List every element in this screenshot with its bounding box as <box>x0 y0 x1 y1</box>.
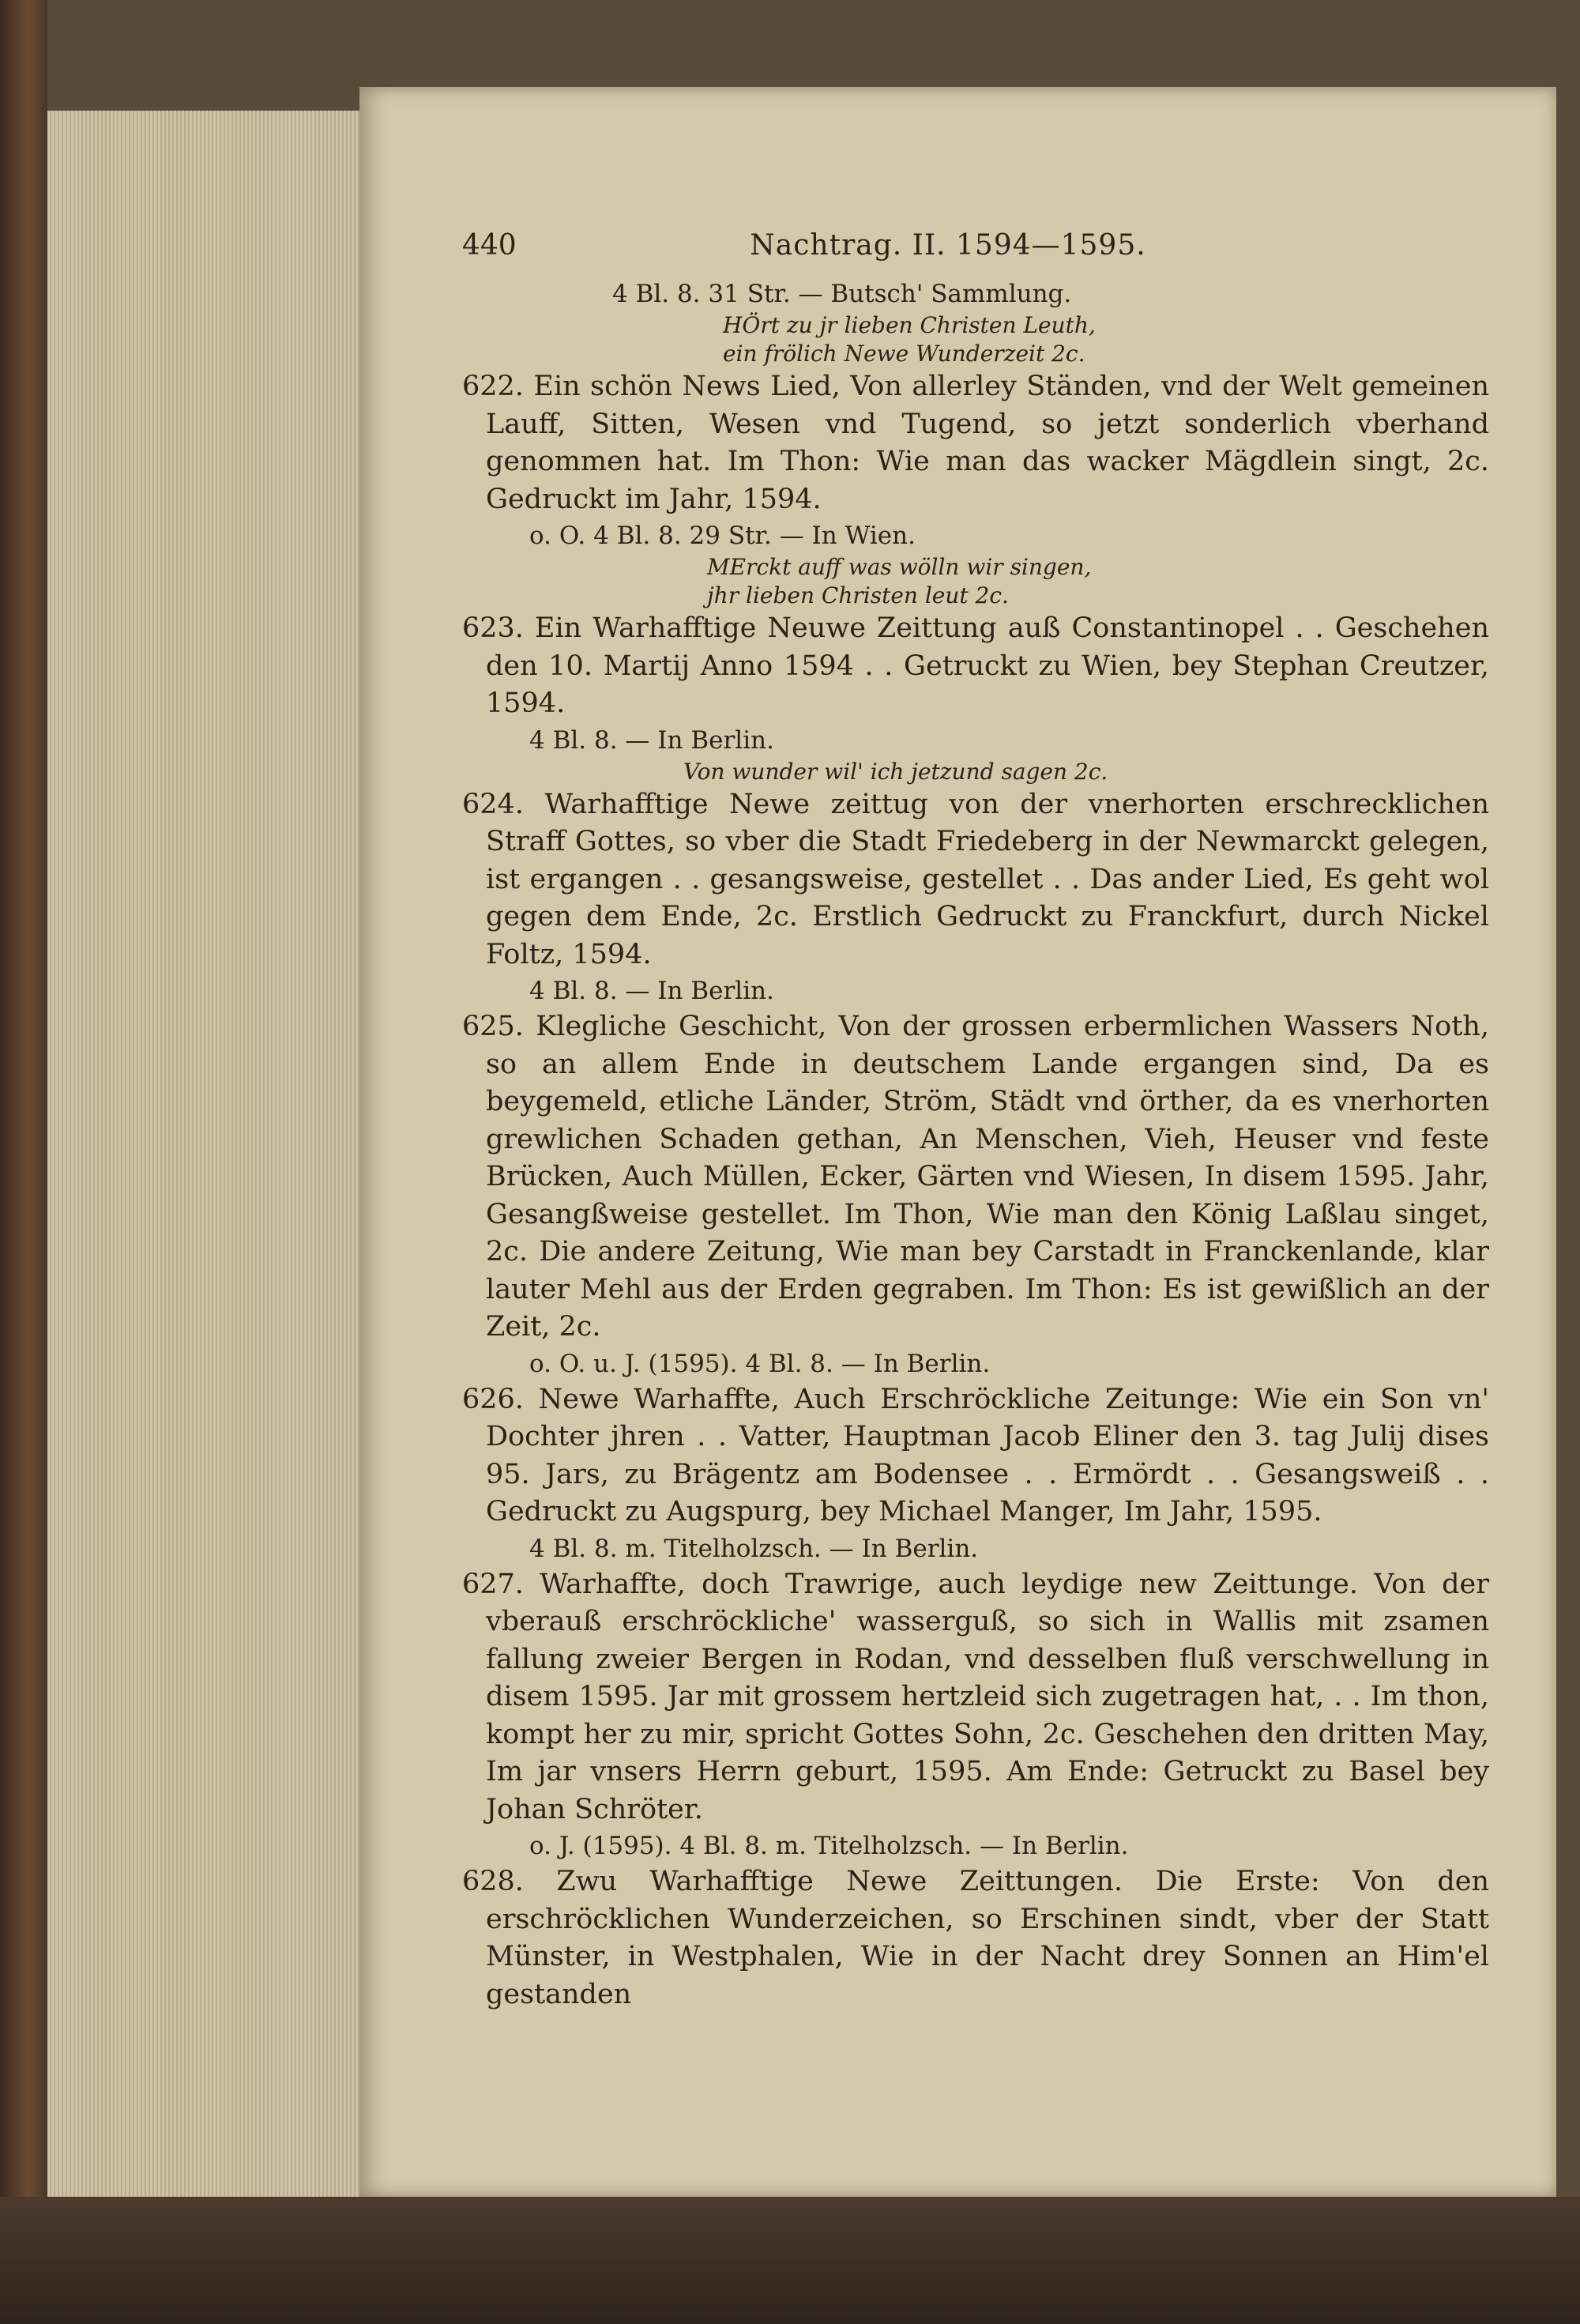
book-page <box>359 87 1556 2197</box>
incipit-line: ein frölich Newe Wunderzeit 2c. <box>723 341 1085 367</box>
catalog-entry <box>462 1566 1489 1864</box>
catalog-entry <box>462 1008 1489 1381</box>
entry-paragraph <box>462 1863 1489 2013</box>
entry-paragraph <box>462 610 1489 723</box>
catalog-entry <box>462 1863 1489 2013</box>
entry-paragraph <box>462 1566 1489 1829</box>
entry-meta: o. O. u. J. (1595). 4 Bl. 8. — In Berlin. <box>529 1349 991 1378</box>
intro-block <box>462 277 1489 368</box>
entry-number: 627. <box>462 1568 524 1600</box>
entry-meta: 4 Bl. 8. 31 Str. — Butsch' Sammlung. <box>612 280 1072 308</box>
book-cover-bottom <box>0 2197 1580 2324</box>
entry-number: 623. <box>462 612 524 644</box>
entry-text: Warhafftige Newe zeittug von der vnerhorten erschrecklichen Straff Gottes, so vber die Stadt Friedeberg in der Newmarckt gelegen, ist ergangen . . gesangsweise, gestellet . . Das ander Lied, Es geht wol gegen dem Ende, 2c. Erstlich Gedruckt zu Franckfurt, durch Nickel Foltz, 1594. <box>486 788 1489 970</box>
incipit-line: HÖrt zu jr lieben Christen Leuth, <box>723 312 1096 338</box>
running-head <box>462 229 1489 277</box>
page-number: 440 <box>462 229 517 262</box>
entry-number: 622. <box>462 371 524 402</box>
entry-text: Ein schön News Lied, Von allerley Ständen, vnd der Welt gemeinen Lauff, Sitten, Wesen vnd Tugend, so jetzt sonderlich vberhand genommen hat. Im Thon: Wie man das wacker Mägdlein singt, 2c. Gedruckt im Jahr, 1594. <box>486 371 1489 515</box>
entry-text: Zwu Warhafftige Newe Zeittungen. Die Erste: Von den erschröcklichen Wunderzeichen, so Erschinen sindt, vber der Statt Münster, in Westphalen, Wie in der Nacht drey Sonnen an Him'el gestanden <box>486 1866 1489 2010</box>
entry-number: 628. <box>462 1866 524 1897</box>
entry-number: 626. <box>462 1383 524 1415</box>
page-stack-edge <box>47 111 365 2197</box>
incipit-line: Von wunder wil' ich jetzund sagen 2c. <box>683 758 1108 785</box>
entry-paragraph <box>462 1008 1489 1347</box>
entry-text: Ein Warhafftige Neuwe Zeittung auß Constantinopel . . Geschehen den 10. Martij Anno 1594 . . Getruckt zu Wien, bey Stephan Creutzer, 1594. <box>486 612 1489 719</box>
entry-number: 625. <box>462 1011 524 1042</box>
book-spine <box>0 0 47 2324</box>
entry-meta: o. J. (1595). 4 Bl. 8. m. Titelholzsch. — In Berlin. <box>529 1832 1129 1860</box>
running-title: Nachtrag. II. 1594—1595. <box>750 229 1146 262</box>
entry-text: Newe Warhaffte, Auch Erschröckliche Zeitunge: Wie ein Son vn' Dochter jhren . . Vatter, Hauptman Jacob Eliner den 3. tag Julij dises 95. Jars, zu Brägentz am Bodensee . . Ermördt . . Gesangsweiß . . Gedruckt zu Augspurg, bey Michael Manger, Im Jahr, 1595. <box>486 1383 1489 1527</box>
incipit-line: jhr lieben Christen leut 2c. <box>707 582 1009 608</box>
entry-paragraph <box>462 1381 1489 1531</box>
page-content <box>462 229 1489 2013</box>
catalog-entry <box>462 368 1489 610</box>
incipit-line: MErckt auff was wölln wir singen, <box>707 554 1092 580</box>
entry-text: Klegliche Geschicht, Von der grossen erbermlichen Wassers Noth, so an allem Ende in deutschem Lande ergangen sind, Da es beygemeld, etliche Länder, Ström, Städt vnd örther, da es vnerhorten grewlichen Schaden gethan, An Menschen, Vieh, Heuser vnd feste Brücken, Auch Müllen, Ecker, Gärten vnd Wiesen, In disem 1595. Jahr, Gesangßweise gestellet. Im Thon, Wie man den König Laßlau singet, 2c. Die andere Zeitung, Wie man bey Carstadt in Franckenlande, klar lauter Mehl aus der Erden gegraben. Im Thon: Es ist gewißlich an der Zeit, 2c. <box>486 1011 1489 1343</box>
entry-meta: 4 Bl. 8. m. Titelholzsch. — In Berlin. <box>529 1534 979 1563</box>
catalog-entry <box>462 786 1489 1009</box>
entry-meta: 4 Bl. 8. — In Berlin. <box>529 725 774 755</box>
entry-paragraph <box>462 368 1489 518</box>
entry-paragraph <box>462 786 1489 974</box>
entry-number: 624. <box>462 788 524 820</box>
entry-meta: o. O. 4 Bl. 8. 29 Str. — In Wien. <box>529 522 916 550</box>
entry-meta: 4 Bl. 8. — In Berlin. <box>529 977 774 1005</box>
catalog-entry <box>462 1381 1489 1566</box>
entry-text: Warhaffte, doch Trawrige, auch leydige new Zeittunge. Von der vberauß erschröckliche' wasserguß, so sich in Wallis mit zsamen fallung zweier Bergen in Rodan, vnd desselben fluß verschwellung in disem 1595. Jar mit grossem hertzleid sich zugetragen hat, . . Im thon, kompt her zu mir, spricht Gottes Sohn, 2c. Geschehen den dritten May, Im jar vnsers Herrn geburt, 1595. Am Ende: Getruckt zu Basel bey Johan Schröter. <box>486 1568 1489 1825</box>
catalog-entry <box>462 610 1489 786</box>
